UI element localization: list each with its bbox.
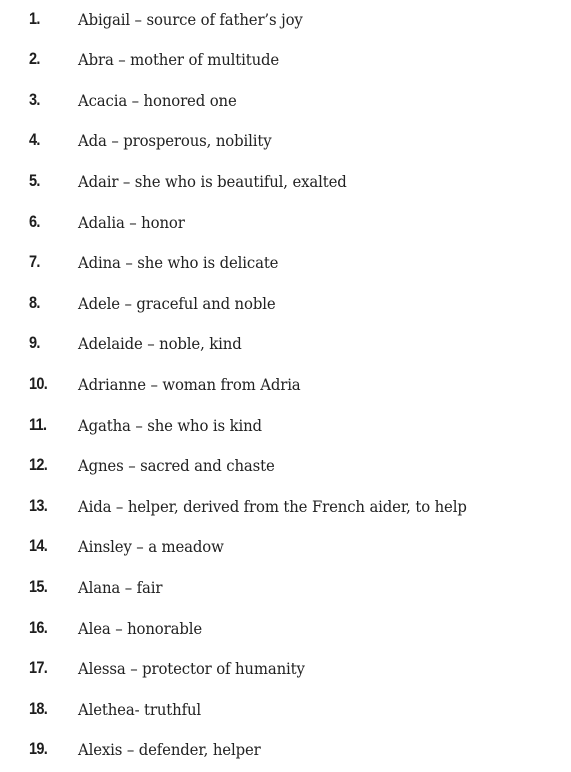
list-item xyxy=(0,410,571,440)
item-text: Alana – fair xyxy=(78,577,163,597)
list-item xyxy=(0,288,571,318)
item-number: 15. xyxy=(29,577,48,596)
item-text: Abigail – source of father’s joy xyxy=(78,9,303,29)
item-number: 10. xyxy=(29,374,48,393)
list-item xyxy=(0,491,571,521)
item-text: Adele – graceful and noble xyxy=(78,293,276,313)
list-item xyxy=(0,45,571,75)
item-number: 11. xyxy=(29,415,47,434)
item-text: Adalia – honor xyxy=(78,212,185,232)
item-text: Agnes – sacred and chaste xyxy=(78,456,275,476)
item-number: 12. xyxy=(29,456,48,475)
item-text: Abra – mother of multitude xyxy=(78,50,280,70)
item-number: 4. xyxy=(29,131,40,150)
list-item xyxy=(0,126,571,156)
item-text: Alethea- truthful xyxy=(78,699,202,719)
item-number: 5. xyxy=(29,171,40,190)
list-item xyxy=(0,207,571,237)
item-text: Alexis – defender, helper xyxy=(78,740,261,760)
item-text: Adrianne – woman from Adria xyxy=(78,374,301,394)
item-text: Agatha – she who is kind xyxy=(78,415,262,435)
list-item xyxy=(0,694,571,724)
list-item xyxy=(0,4,571,34)
item-number: 6. xyxy=(29,212,40,231)
list-item xyxy=(0,735,571,765)
item-number: 13. xyxy=(29,496,48,515)
item-text: Alea – honorable xyxy=(78,618,203,638)
list-item xyxy=(0,532,571,562)
item-number: 18. xyxy=(29,699,48,718)
list-item xyxy=(0,369,571,399)
list-item xyxy=(0,166,571,196)
item-text: Aida – helper, derived from the French aider, to help xyxy=(78,496,467,516)
list-item xyxy=(0,572,571,602)
list-item xyxy=(0,654,571,684)
item-number: 3. xyxy=(29,90,40,109)
item-number: 9. xyxy=(29,334,40,353)
list-item xyxy=(0,451,571,481)
item-number: 2. xyxy=(29,50,40,69)
item-text: Alessa – protector of humanity xyxy=(78,659,305,679)
item-number: 16. xyxy=(29,618,48,637)
item-number: 8. xyxy=(29,293,40,312)
item-number: 14. xyxy=(29,537,48,556)
list-item xyxy=(0,613,571,643)
item-text: Ainsley – a meadow xyxy=(78,537,224,557)
list-item xyxy=(0,248,571,278)
list-item xyxy=(0,85,571,115)
item-text: Ada – prosperous, nobility xyxy=(78,131,272,151)
item-text: Acacia – honored one xyxy=(78,90,237,110)
item-number: 1. xyxy=(29,9,40,28)
item-text: Adair – she who is beautiful, exalted xyxy=(78,171,347,191)
item-text: Adina – she who is delicate xyxy=(78,253,279,273)
list-item xyxy=(0,329,571,359)
item-number: 19. xyxy=(29,740,48,759)
item-number: 7. xyxy=(29,253,40,272)
item-number: 17. xyxy=(29,659,48,678)
item-text: Adelaide – noble, kind xyxy=(78,334,242,354)
